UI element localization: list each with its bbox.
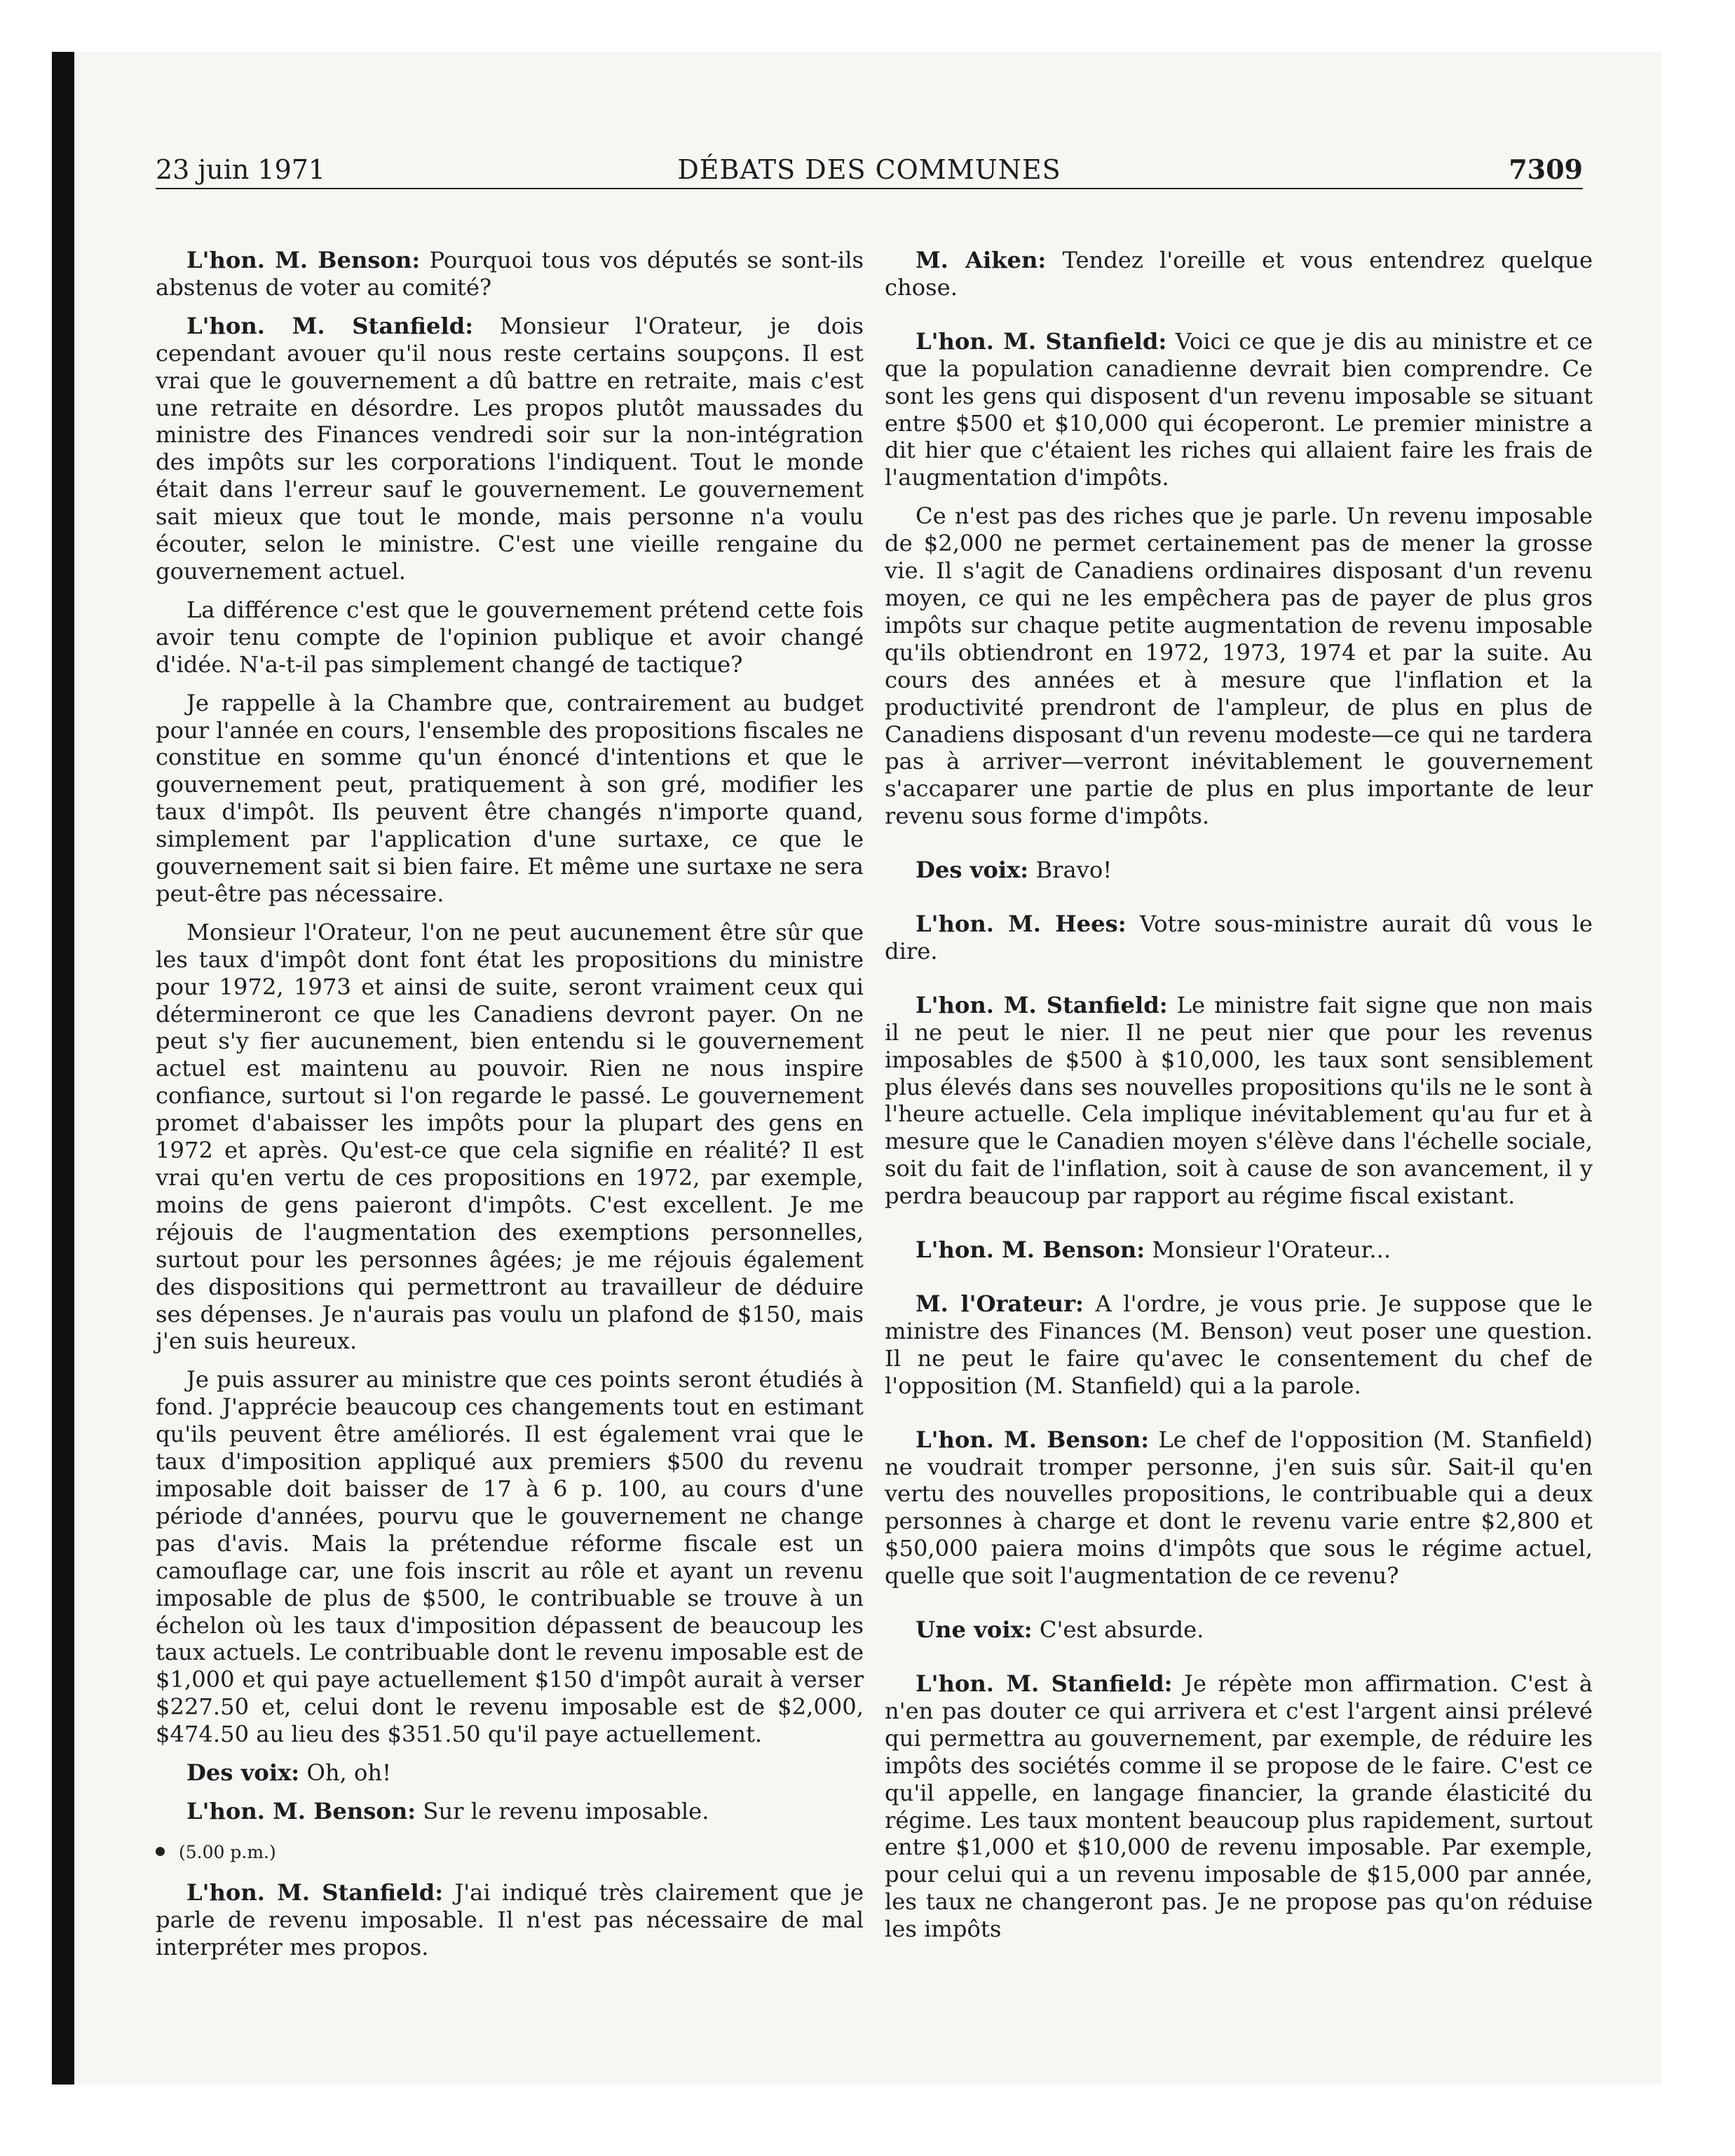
speaker-name: L'hon. M. Stanfield: [186, 312, 474, 339]
paragraph [156, 1798, 864, 1825]
speaker-name: L'hon. M. Stanfield: [916, 327, 1167, 355]
paragraph [156, 247, 864, 301]
paragraph [885, 992, 1593, 1210]
paragraph-text: Oh, oh! [306, 1759, 392, 1787]
paragraph [885, 1236, 1593, 1264]
speaker-name: L'hon. M. Stanfield: [916, 1670, 1173, 1697]
speaker-name: L'hon. M. Hees: [916, 910, 1127, 938]
time-marker-text: (5.00 p.m.) [179, 1841, 276, 1862]
paragraph-text: Monsieur l'Orateur, je dois cependant avouer qu'il nous reste certains soupçons. Il est vrai que le gouvernement a dû battre en retraite, mais c'est une retraite en désordre. Les propos plutôt maussades du ministre des Finances vendredi soir sur la non-intégration des impôts sur les corporations l'indiquent. Tout le monde était dans l'erreur sauf le gouvernement. Le gouvernement sait mieux que tout le monde, mais personne n'a voulu écouter, selon le ministre. C'est une vieille rengaine du gouvernement actuel. [156, 312, 864, 585]
paragraph [156, 690, 864, 908]
paragraph [156, 1879, 864, 1961]
paragraph [885, 1426, 1593, 1590]
header-date: 23 juin 1971 [156, 154, 326, 185]
paragraph-text: Pourquoi tous vos députés se sont-ils abstenus de voter au comité? [156, 247, 864, 301]
speaker-name: L'hon. M. Benson: [916, 1426, 1150, 1453]
paragraph-text: A l'ordre, je vous prie. Je suppose que le ministre des Finances (M. Benson) veut poser une question. Il ne peut le faire qu'avec le consentement du chef de l'opposition (M. Stanfield) qui a la parole. [885, 1290, 1593, 1399]
paragraph-text: Monsieur l'Orateur... [1152, 1236, 1392, 1264]
binding-edge [52, 52, 74, 2085]
speaker-name: L'hon. M. Stanfield: [186, 1878, 444, 1906]
paragraph [156, 596, 864, 678]
paragraph-text: Le ministre fait signe que non mais il ne peut le nier. Il ne peut nier que pour les revenus imposables de $500 à $10,000, les taux sont sensiblement plus élevés dans ses nouvelles propositions qu'ils ne le sont à l'heure actuelle. Cela implique inévitablement qu'au fur et à mesure que le Canadien moyen s'élève dans l'échelle sociale, soit du fait de l'inflation, soit à cause de son avancement, il y perdra beaucoup par rapport au régime fiscal existant. [885, 991, 1593, 1210]
speaker-name: Une voix: [916, 1616, 1033, 1644]
paragraph [885, 1670, 1593, 1943]
speaker-name: Des voix: [186, 1759, 300, 1787]
speaker-name: L'hon. M. Stanfield: [916, 991, 1168, 1018]
paragraph [885, 1290, 1593, 1400]
left-column [156, 247, 864, 1972]
paragraph [885, 503, 1593, 830]
paragraph [156, 313, 864, 585]
paragraph-text: Voici ce que je dis au ministre et ce que la population canadienne devrait bien comprendre. Ce sont les gens qui disposent d'un revenu imposable se situant entre $500 et $10,000 qui écoperont. Le premier ministre a dit hier que c'étaient les riches qui allaient faire les frais de l'augmentation d'impôts. [885, 327, 1593, 491]
header-page-number: 7309 [1509, 153, 1583, 185]
header-rule [156, 188, 1583, 189]
speaker-name: M. l'Orateur: [916, 1290, 1084, 1317]
speaker-name: L'hon. M. Benson: [186, 247, 421, 273]
paragraph-text: C'est absurde. [1039, 1616, 1204, 1644]
paragraph-text: Tendez l'oreille et vous entendrez quelque chose. [885, 247, 1593, 301]
paragraph-text: Sur le revenu imposable. [423, 1797, 709, 1824]
paragraph [885, 910, 1593, 965]
speaker-name: Des voix: [916, 857, 1029, 884]
paragraph-text: Je rappelle à la Chambre que, contrairement au budget pour l'année en cours, l'ensemble des propositions fiscales ne constitue en somme qu'un énoncé d'intentions et que le gouvernement peut, pratiquement à son gré, modifier les taux d'impôt. Ils peuvent être changés n'importe quand, simplement par l'application d'une surtaxe, ce que le gouvernement sait si bien faire. Et même une surtaxe ne sera peut-être pas nécessaire. [156, 689, 864, 907]
paragraph-text: Je répète mon affirmation. C'est à n'en pas douter ce qui arrivera et c'est l'argent ainsi prélevé qui permettra au gouvernement, par exemple, de réduire les impôts des sociétés comme il se propose de le faire. C'est ce qu'il appelle, en langage financier, la grande élasticité du régime. Les taux montent beaucoup plus rapidement, surtout entre $1,000 et $10,000 de revenu imposable. Par exemple, pour celui qui a un revenu imposable de $15,000 par année, les taux ne changeront pas. Je ne propose pas qu'on réduise les impôts [885, 1670, 1593, 1943]
speaker-name: M. Aiken: [916, 247, 1047, 273]
speaker-name: L'hon. M. Benson: [916, 1236, 1145, 1264]
paragraph-text: Bravo! [1035, 857, 1113, 884]
paragraph-text: Ce n'est pas des riches que je parle. Un revenu imposable de $2,000 ne permet certainement pas de mener la grosse vie. Il s'agit de Canadiens ordinaires disposant d'un revenu moyen, ce qui ne les empêchera pas de payer de plus gros impôts sur chaque petite augmentation de revenu imposable qu'ils obtiendront en 1972, 1973, 1974 et par la suite. Au cours des années et à mesure que l'inflation et la productivité prendront de l'ampleur, de plus en plus de Canadiens disposant d'un revenu modeste—ce qui ne tardera pas à arriver—verront inévitablement le gouvernement s'accaparer une partie de plus en plus importante de leur revenu sous forme d'impôts. [885, 503, 1593, 830]
bullet-icon [156, 1847, 165, 1856]
page-header [156, 153, 1583, 186]
paragraph [885, 328, 1593, 491]
paragraph-text: Je puis assurer au ministre que ces points seront étudiés à fond. J'apprécie beaucoup ces changements tout en estimant qu'ils peuvent être améliorés. Il est également vrai que le taux d'imposition appliqué aux premiers $500 du revenu imposable doit baisser de 17 à 6 p. 100, au cours d'une période d'années, pourvu que le gouvernement ne change pas d'avis. Mais la prétendue réforme fiscale est un camouflage car, une fois inscrit au rôle et ayant un revenu imposable de plus de $500, le contribuable se trouve à un échelon où les taux d'imposition dépassent de beaucoup les taux actuels. Le contribuable dont le revenu imposable est de $1,000 et qui paye actuellement $150 d'impôt aurait à verser $227.50 et, celui dont le revenu imposable est de $2,000, $474.50 au lieu des $351.50 qu'il paye actuellement. [156, 1366, 864, 1748]
paragraph [885, 1616, 1593, 1644]
header-title: DÉBATS DES COMMUNES [677, 154, 1061, 185]
time-marker [156, 1839, 864, 1867]
paragraph-text: Le chef de l'opposition (M. Stanfield) ne voudrait tromper personne, j'en suis sûr. Sait-il qu'en vertu des nouvelles propositions, le contribuable qui a deux personnes à charge et dont le revenu varie entre $2,800 et $50,000 paiera moins d'impôts que sous le régime actuel, quelle que soit l'augmentation de ce revenu? [885, 1426, 1593, 1590]
paragraph [885, 247, 1593, 301]
paragraph-text: La différence c'est que le gouvernement prétend cette fois avoir tenu compte de l'opinion publique et avoir changé d'idée. N'a-t-il pas simplement changé de tactique? [156, 596, 864, 678]
right-column [885, 247, 1593, 1954]
paragraph [156, 1759, 864, 1787]
paragraph-text: Votre sous-ministre aurait dû vous le dire. [885, 910, 1593, 964]
speaker-name: L'hon. M. Benson: [186, 1797, 416, 1824]
paragraph [156, 1366, 864, 1748]
paragraph-text: Monsieur l'Orateur, l'on ne peut aucunement être sûr que les taux d'impôt dont font état les propositions du ministre pour 1972, 1973 et ainsi de suite, seront vraiment ceux qui détermineront ce que les Canadiens devront payer. On ne peut s'y fier aucunement, bien entendu si le gouvernement actuel est maintenu au pouvoir. Rien ne nous inspire confiance, surtout si l'on regarde le passé. Le gouvernement promet d'abaisser les impôts pour la plupart des gens en 1972 et après. Qu'est-ce que cela signifie en réalité? Il est vrai qu'en vertu de ces propositions en 1972, par exemple, moins de gens paieront d'impôts. C'est excellent. Je me réjouis de l'augmentation des exemptions personnelles, surtout pour les personnes âgées; je me réjouis également des dispositions qui permettront au travailleur de déduire ses dépenses. Je n'aurais pas voulu un plafond de $150, mais j'en suis heureux. [156, 918, 864, 1355]
paragraph [156, 919, 864, 1356]
paragraph [885, 857, 1593, 884]
paragraph-text: J'ai indiqué très clairement que je parle de revenu imposable. Il n'est pas nécessaire de mal interpréter mes propos. [156, 1878, 864, 1960]
